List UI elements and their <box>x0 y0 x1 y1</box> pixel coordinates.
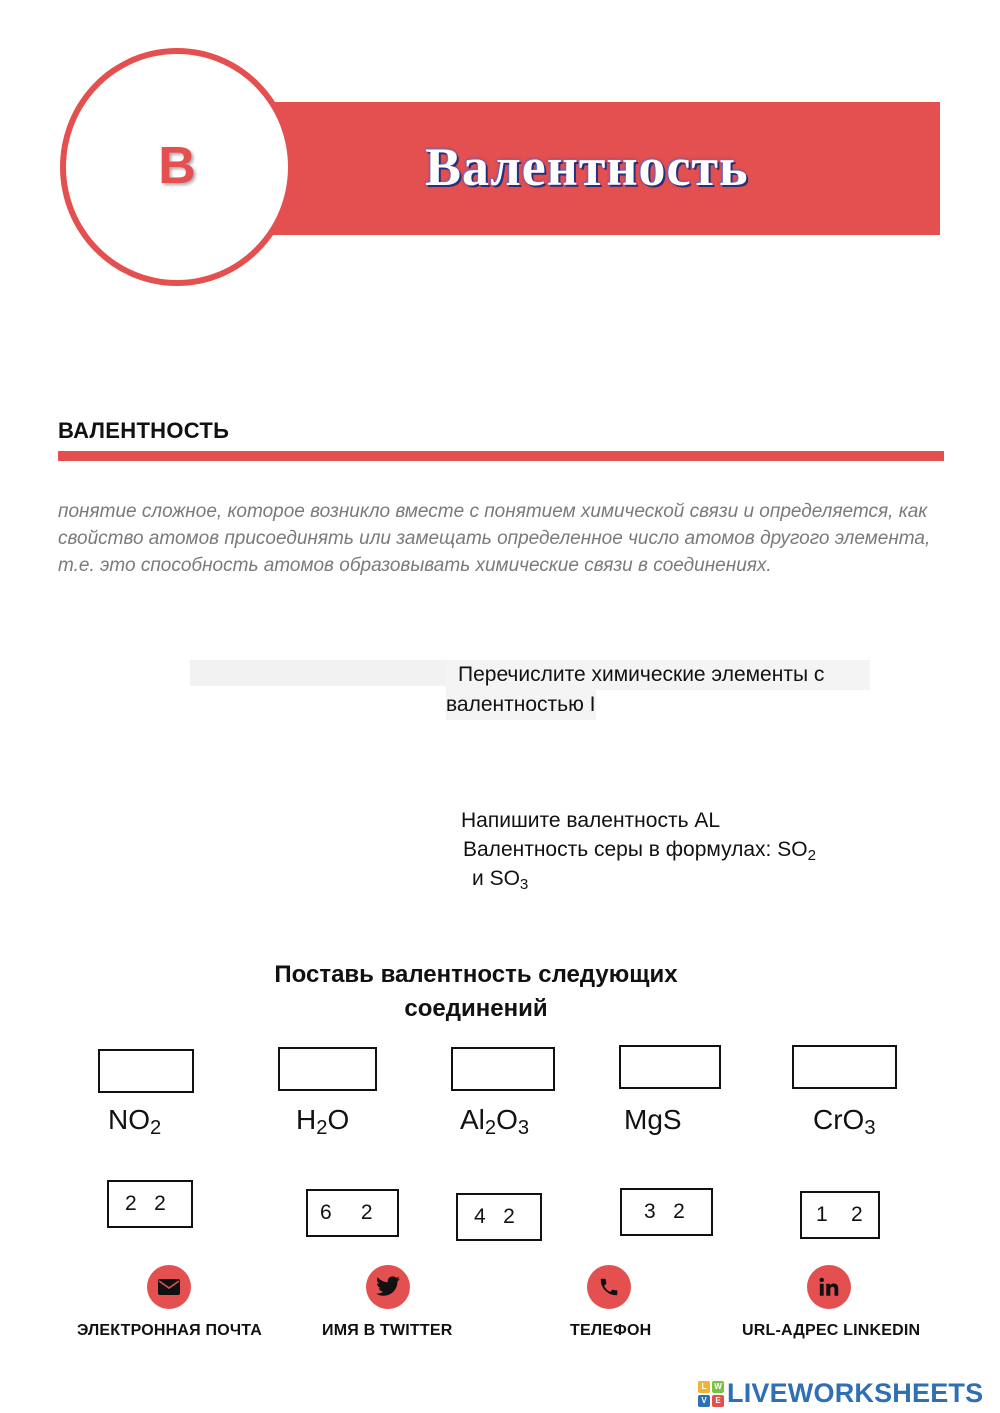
logo-letter: E <box>712 1395 724 1407</box>
linkedin-icon[interactable] <box>807 1265 851 1309</box>
valence-box-h2o: 6 2 <box>306 1189 399 1237</box>
answer-box-al2o3[interactable] <box>451 1047 555 1091</box>
question-1-line-2: валентностью I <box>446 690 596 720</box>
valence-box-no2: 2 2 <box>107 1180 193 1228</box>
question-1-line-1: Перечислите химические элементы с <box>446 660 870 690</box>
twitter-icon[interactable] <box>366 1265 410 1309</box>
answer-box-cro3[interactable] <box>792 1045 897 1089</box>
formula-symbol: O <box>496 1104 518 1135</box>
question-2: Напишите валентность AL <box>461 809 721 832</box>
formula-symbol: MgS <box>624 1104 682 1135</box>
logo-letter: L <box>698 1381 710 1393</box>
formula-subscript: 2 <box>484 1117 497 1140</box>
question-3-text-2: и SO <box>472 867 520 890</box>
formula-symbol: NO <box>108 1104 150 1135</box>
phone-icon[interactable] <box>587 1265 631 1309</box>
answer-box-mgs[interactable] <box>619 1045 721 1089</box>
contact-label-linkedin: URL-АДРЕС LINKEDIN <box>742 1322 921 1339</box>
definition-text: понятие сложное, которое возникло вместе с понятием химической связи и определяется, как свойство атомов присоединять или замещать определенное число атомов другого элемента, т.е. это способность атомов образовывать химические связи в соединениях. <box>58 501 931 576</box>
letter-badge <box>60 48 294 286</box>
section-divider <box>58 451 944 461</box>
valence-box-mgs: 3 2 <box>620 1188 713 1236</box>
subscript: 2 <box>807 846 816 864</box>
formula-al2o3 <box>460 1104 530 1140</box>
formula-cro3 <box>813 1104 876 1140</box>
formula-subscript: 2 <box>316 1117 328 1140</box>
contact-label-phone: ТЕЛЕФОН <box>570 1322 652 1339</box>
question-1 <box>446 660 870 720</box>
liveworksheets-watermark <box>698 1378 983 1409</box>
contact-label-email: ЭЛЕКТРОННАЯ ПОЧТА <box>77 1322 263 1339</box>
contact-label-twitter: ИМЯ В TWITTER <box>322 1322 453 1339</box>
formula-subscript: 2 <box>150 1117 162 1140</box>
watermark-text: LIVEWORKSHEETS <box>727 1378 984 1408</box>
logo-letter: V <box>698 1395 710 1407</box>
page-title: Валентность <box>425 137 749 197</box>
answer-field-q1[interactable] <box>190 660 446 686</box>
question-3-line-2 <box>472 864 528 893</box>
question-3-line-1 <box>463 835 816 864</box>
answer-box-no2[interactable] <box>98 1049 194 1093</box>
email-icon[interactable] <box>147 1265 191 1309</box>
formula-symbol: CrO <box>813 1104 865 1135</box>
formula-symbol: Al <box>460 1104 485 1135</box>
formula-symbol: H <box>296 1104 317 1135</box>
subscript: 3 <box>519 875 529 893</box>
formula-mgs <box>624 1104 682 1136</box>
formula-symbol: O <box>327 1104 350 1135</box>
section-heading: ВАЛЕНТНОСТЬ <box>58 418 230 443</box>
title-banner <box>270 102 940 235</box>
formula-no2 <box>108 1104 162 1140</box>
badge-letter: В <box>158 137 196 195</box>
logo-letter: W <box>712 1381 724 1393</box>
liveworksheets-logo-icon <box>698 1381 724 1407</box>
valence-box-al2o3: 4 2 <box>456 1193 542 1241</box>
formula-subscript: 3 <box>517 1117 530 1140</box>
formula-h2o <box>296 1104 350 1140</box>
valence-box-cro3: 1 2 <box>800 1191 880 1239</box>
answer-box-h2o[interactable] <box>278 1047 377 1091</box>
formula-subscript: 3 <box>864 1117 876 1140</box>
task-title: Поставь валентность следующих соединений <box>274 961 678 1022</box>
question-3-text: Валентность серы в формулах: SO <box>463 838 808 861</box>
